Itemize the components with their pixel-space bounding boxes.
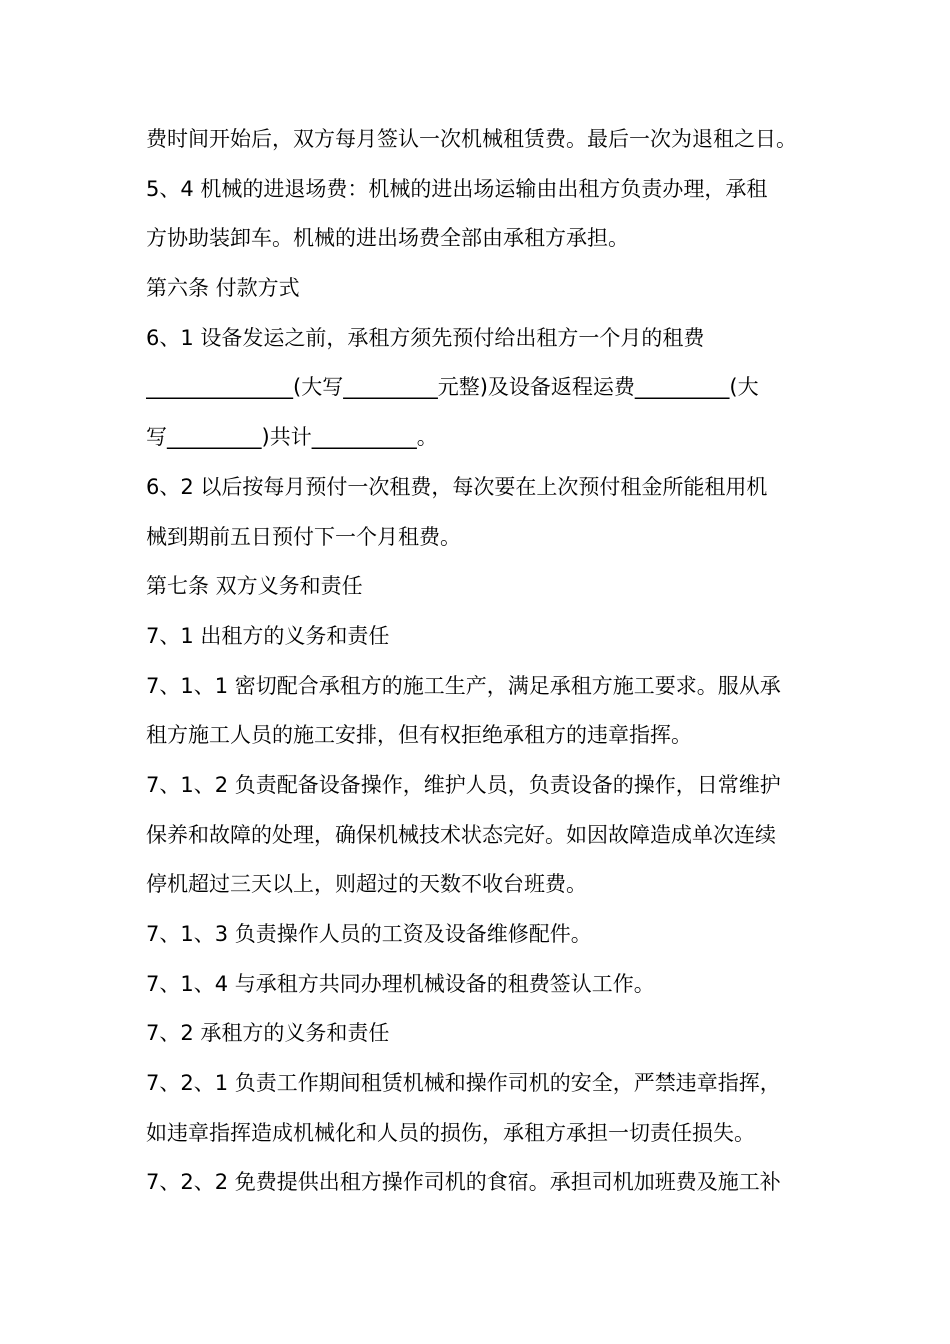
text-line: 停机超过三天以上，则超过的天数不收台班费。 — [146, 872, 587, 897]
text-line: 7、1、4 与承租方共同办理机械设备的租费签认工作。 — [146, 971, 655, 996]
text-line: 7、1、3 负责操作人员的工资及设备维修配件。 — [146, 922, 592, 946]
text-line: 如违章指挥造成机械化和人员的损伤，承租方承担一切责任损失。 — [146, 1120, 755, 1145]
text-line: 械到期前五日预付下一个月租费。 — [146, 524, 461, 549]
text-line: 5、4 机械的进退场费：机械的进出场运输由出租方负责办理，承租 — [146, 176, 768, 201]
subsection-heading: 7、1 出租方的义务和责任 — [146, 623, 390, 648]
text-line: 方协助装卸车。机械的进出场费全部由承租方承担。 — [146, 226, 629, 251]
text-line: 租方施工人员的施工安排，但有权拒绝承租方的违章指挥。 — [146, 723, 692, 748]
section-heading: 第七条 双方义务和责任 — [146, 574, 363, 599]
text-line: ______________(大写_________元整)及设备返程运费_________(大 — [146, 375, 759, 400]
document-body — [146, 115, 811, 1208]
section-heading: 第六条 付款方式 — [146, 276, 300, 301]
text-line: 保养和故障的处理，确保机械技术状态完好。如因故障造成单次连续 — [146, 822, 776, 847]
text-line: 写_________)共计__________。 — [146, 425, 438, 450]
text-line: 7、2、2 免费提供出租方操作司机的食宿。承担司机加班费及施工补 — [146, 1170, 781, 1195]
text-line: 6、2 以后按每月预付一次租费，每次要在上次预付租金所能租用机 — [146, 474, 768, 499]
text-line: 6、1 设备发运之前，承租方须先预付给出租方一个月的租费 — [146, 325, 705, 350]
text-line: 费时间开始后，双方每月签认一次机械租赁费。最后一次为退租之日。 — [146, 127, 797, 151]
text-line: 7、1、1 密切配合承租方的施工生产，满足承租方施工要求。服从承 — [146, 673, 781, 698]
text-line: 7、1、2 负责配备设备操作，维护人员，负责设备的操作，日常维护 — [146, 772, 781, 797]
text-line: 7、2、1 负责工作期间租赁机械和操作司机的安全，严禁违章指挥， — [146, 1071, 781, 1096]
subsection-heading: 7、2 承租方的义务和责任 — [146, 1021, 390, 1046]
